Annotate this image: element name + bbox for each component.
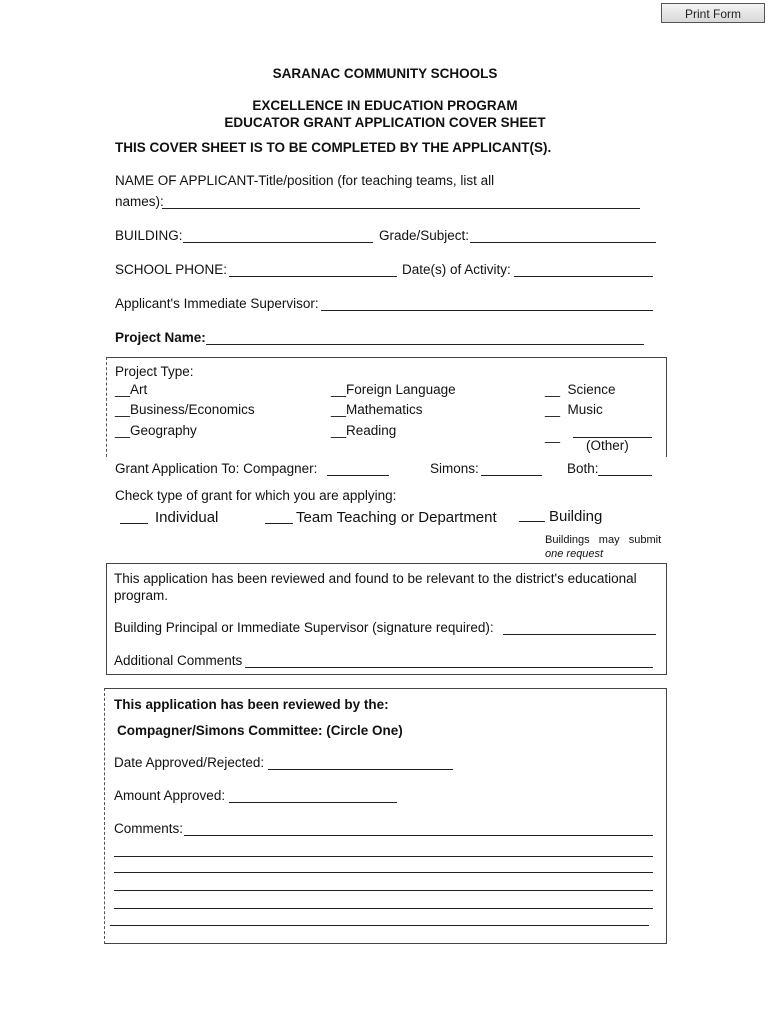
building-note-cont: one request [545, 548, 604, 560]
project-name-field[interactable] [206, 344, 644, 345]
project-name-label: Project Name: [115, 330, 206, 345]
other-label: (Other) [586, 438, 629, 453]
option-reading[interactable]: __Reading [331, 423, 397, 438]
supervisor-field[interactable] [321, 310, 653, 311]
team-label: Team Teaching or Department [296, 509, 497, 526]
grade-subject-field[interactable] [470, 242, 656, 243]
dates-field[interactable] [514, 276, 653, 277]
amount-approved-label: Amount Approved: [114, 788, 226, 803]
supervisor-label: Applicant's Immediate Supervisor: [115, 296, 319, 311]
committee-heading: This application has been reviewed by the: [114, 697, 389, 712]
dates-label: Date(s) of Activity: [402, 262, 511, 277]
comments-line[interactable] [114, 890, 653, 891]
instruction-text: THIS COVER SHEET IS TO BE COMPLETED BY THE APPLICANT(S). [115, 140, 552, 155]
additional-comments-field[interactable] [245, 667, 653, 668]
individual-check[interactable] [120, 523, 148, 524]
option-music[interactable]: __ Music [545, 402, 603, 417]
principal-signature-label: Building Principal or Immediate Supervisor (signature required): [114, 620, 494, 635]
principal-signature-field[interactable] [503, 634, 656, 635]
applicant-label: NAME OF APPLICANT-Title/position (for teaching teams, list all [115, 173, 495, 188]
review-statement: This application has been reviewed and found to be relevant to the district's educational [114, 571, 637, 586]
building-field[interactable] [183, 242, 373, 243]
comments-line[interactable] [114, 872, 653, 873]
both-label: Both: [567, 461, 599, 476]
grant-to-label: Grant Application To: Compagner: [115, 461, 318, 476]
option-mathematics[interactable]: __Mathematics [331, 402, 423, 417]
option-other-check[interactable]: __ [545, 428, 561, 443]
date-approved-field[interactable] [268, 769, 453, 770]
comments-label: Comments: [114, 821, 184, 836]
comments-line[interactable] [110, 925, 649, 926]
option-science[interactable]: __ Science [545, 382, 616, 397]
program-title: EXCELLENCE IN EDUCATION PROGRAM [252, 98, 518, 113]
building-check[interactable] [519, 521, 545, 522]
print-form-button[interactable]: Print Form [661, 3, 765, 23]
option-geography[interactable]: __Geography [115, 423, 197, 438]
compagner-field[interactable] [327, 475, 389, 476]
simons-field[interactable] [481, 475, 542, 476]
comments-line[interactable] [114, 908, 653, 909]
both-field[interactable] [598, 475, 652, 476]
applicant-label-cont: names): [115, 194, 164, 209]
grant-type-label: Check type of grant for which you are applying: [115, 488, 397, 503]
option-foreign-language[interactable]: __Foreign Language [331, 382, 456, 397]
building-grant-label: Building [549, 508, 603, 525]
team-check[interactable] [265, 523, 293, 524]
additional-comments-label: Additional Comments [114, 653, 243, 668]
org-title: SARANAC COMMUNITY SCHOOLS [272, 66, 498, 81]
comments-line[interactable] [114, 856, 653, 857]
amount-approved-field[interactable] [229, 802, 397, 803]
building-label: BUILDING: [115, 228, 183, 243]
school-phone-label: SCHOOL PHONE: [115, 262, 228, 277]
form-title: EDUCATOR GRANT APPLICATION COVER SHEET [224, 115, 546, 130]
building-note: Buildings may submit [545, 534, 662, 546]
committee-label: Compagner/Simons Committee: (Circle One) [117, 723, 403, 738]
individual-label: Individual [155, 509, 219, 526]
date-approved-label: Date Approved/Rejected: [114, 755, 265, 770]
simons-label: Simons: [430, 461, 479, 476]
applicant-name-field[interactable] [162, 208, 640, 209]
review-statement-cont: program. [114, 588, 169, 603]
project-type-label: Project Type: [115, 364, 194, 379]
option-art[interactable]: __Art [115, 382, 148, 397]
grade-subject-label: Grade/Subject: [379, 228, 470, 243]
school-phone-field[interactable] [229, 276, 397, 277]
comments-field[interactable] [184, 835, 653, 836]
option-business-economics[interactable]: __Business/Economics [115, 402, 255, 417]
